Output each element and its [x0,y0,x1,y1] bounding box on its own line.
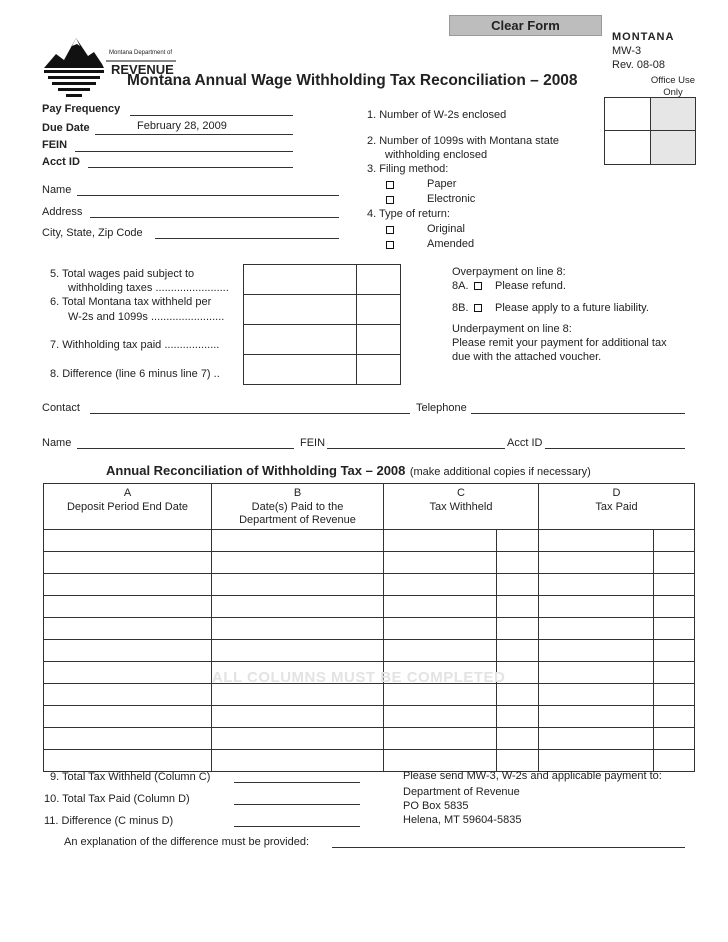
row-d[interactable] [539,750,654,772]
refund-checkbox[interactable] [474,282,482,290]
row-c[interactable] [384,640,497,662]
acct2-label: Acct ID [507,437,543,449]
row-b[interactable] [212,574,384,596]
apply-future-checkbox[interactable] [474,304,482,312]
amounts-grid [243,264,401,385]
col-a-letter: A [123,487,132,499]
name2-field[interactable] [77,448,294,449]
due-date-label: Due Date [42,122,90,134]
contact-field[interactable] [90,413,410,414]
electronic-checkbox[interactable] [386,196,394,204]
row-d-cents[interactable] [654,640,695,662]
fein2-label: FEIN [300,437,326,449]
recon-table [43,483,695,772]
row-a[interactable] [44,728,212,750]
item-2a: 2. Number of 1099s with Montana state [367,135,559,147]
col-b-letter: B [293,487,302,499]
address-field[interactable] [90,217,339,218]
acct-id-label: Acct ID [42,156,80,168]
row-d-cents[interactable] [654,728,695,750]
office-use-line2: Only [663,87,683,98]
row-d-cents[interactable] [654,706,695,728]
row-a[interactable] [44,750,212,772]
row-c-cents[interactable] [497,618,539,640]
overpayment-head: Overpayment on line 8: [452,266,566,278]
explanation-field[interactable] [332,847,685,848]
paper-checkbox[interactable] [386,181,394,189]
due-date-field[interactable] [95,134,293,135]
original-label: Original [427,223,465,235]
item-3: 3. Filing method: [367,163,449,175]
line-8-amount[interactable] [244,355,357,385]
row-c-cents[interactable] [497,640,539,662]
office-shade-1 [651,98,695,130]
line-5-amount[interactable] [244,265,357,295]
line-7-cents[interactable] [357,325,401,355]
row-a[interactable] [44,552,212,574]
col-c-header [384,484,539,530]
row-c[interactable] [384,750,497,772]
row-c[interactable] [384,706,497,728]
row-d[interactable] [539,706,654,728]
row-c-cents[interactable] [497,684,539,706]
row-d-cents[interactable] [654,574,695,596]
row-b[interactable] [212,706,384,728]
paper-label: Paper [427,178,457,190]
line-6-amount[interactable] [244,295,357,325]
refund-label: Please refund. [495,280,566,292]
city-field[interactable] [155,238,339,239]
watermark-text: ALL COLUMNS MUST BE COMPLETED [212,669,506,686]
amended-checkbox[interactable] [386,241,394,249]
col-a-header [44,484,212,530]
contact-label: Contact [42,402,80,414]
form-state: MONTANA [612,31,675,43]
office-shade-2 [651,131,695,164]
row-b[interactable] [212,530,384,552]
row-c-cents[interactable] [497,574,539,596]
name2-label: Name [42,437,72,449]
recon-heading [106,462,591,480]
col-d-letter: D [612,487,621,499]
city-label: City, State, Zip Code [42,227,143,239]
line-8: 8. Difference (line 6 minus line 7) .. [50,368,220,380]
row-d-cents[interactable] [654,530,695,552]
row-c[interactable] [384,530,497,552]
telephone-field[interactable] [471,413,685,414]
total-10-field[interactable] [234,804,360,805]
row-d-cents[interactable] [654,552,695,574]
row-b[interactable] [212,618,384,640]
col-c-title: Tax Withheld [429,501,493,513]
line-6-cents[interactable] [357,295,401,325]
row-d[interactable] [539,552,654,574]
name-label: Name [42,184,72,196]
pay-frequency-field[interactable] [130,115,293,116]
recon-title: Annual Reconciliation of Withholding Tax – 2008 [106,463,406,478]
total-9-field[interactable] [234,782,360,783]
row-c-cents[interactable] [497,596,539,618]
col-b-header [212,484,384,530]
line-5a: 5. Total wages paid subject to [50,268,195,280]
row-c[interactable] [384,728,497,750]
row-d[interactable] [539,618,654,640]
total-11-field[interactable] [234,826,360,827]
agency-big: REVENUE [111,62,174,77]
line-7: 7. Withholding tax paid .................. [50,339,220,351]
row-d-cents[interactable] [654,618,695,640]
telephone-label: Telephone [416,402,467,414]
original-checkbox[interactable] [386,226,394,234]
row-a[interactable] [44,662,212,684]
row-d[interactable] [539,596,654,618]
row-d[interactable] [539,640,654,662]
total-11-label: 11. Difference (C minus D) [44,815,174,827]
col-d-header [539,484,695,530]
col-b-title-2: Department of Revenue [239,514,356,526]
mail-line4: Helena, MT 59604-5835 [403,814,522,826]
mail-line3: PO Box 5835 [403,800,469,812]
row-a[interactable] [44,640,212,662]
row-d[interactable] [539,728,654,750]
agency-small: Montana Department of [109,50,173,56]
row-c[interactable] [384,574,497,596]
recon-body [44,530,695,772]
mail-line1: Please send MW-3, W-2s and applicable payment to: [403,770,662,782]
row-c-cents[interactable] [497,552,539,574]
item-2b: withholding enclosed [385,149,488,161]
row-b[interactable] [212,750,384,772]
line-6b: W-2s and 1099s ........................ [68,311,225,323]
line-5b: withholding taxes ........................ [68,282,229,294]
apply-future-label: Please apply to a future liability. [495,302,649,314]
total-9-label: 9. Total Tax Withheld (Column C) [50,771,211,783]
row-a[interactable] [44,574,212,596]
explanation-label: An explanation of the difference must be provided: [64,836,310,848]
row-a[interactable] [44,684,212,706]
due-date-value: February 28, 2009 [137,120,227,132]
row-c[interactable] [384,596,497,618]
acct-id-field[interactable] [88,167,293,168]
option-8a: 8A. [452,280,469,292]
row-d-cents[interactable] [654,684,695,706]
fein2-field[interactable] [327,448,505,449]
row-d-cents[interactable] [654,596,695,618]
row-d-cents[interactable] [654,662,695,684]
option-8b: 8B. [452,302,469,314]
fein-field[interactable] [75,151,293,152]
electronic-label: Electronic [427,193,476,205]
page-title: Montana Annual Wage Withholding Tax Reconciliation – 2008 [127,72,578,89]
line-6a: 6. Total Montana tax withheld per [50,296,212,308]
pay-frequency-label: Pay Frequency [42,103,121,115]
total-10-label: 10. Total Tax Paid (Column D) [44,793,190,805]
row-b[interactable] [212,728,384,750]
col-a-title: Deposit Period End Date [66,501,189,513]
item-4: 4. Type of return: [367,208,450,220]
row-c[interactable] [384,684,497,706]
col-d-title: Tax Paid [595,501,638,513]
row-d-cents[interactable] [654,750,695,772]
row-c-cents[interactable] [497,530,539,552]
form-revision: Rev. 08-08 [612,59,665,71]
mail-line2: Department of Revenue [403,786,520,798]
row-a[interactable] [44,530,212,552]
row-b[interactable] [212,552,384,574]
office-use-line1: Office Use [650,75,696,86]
row-b[interactable] [212,684,384,706]
row-c-cents[interactable] [497,750,539,772]
fein-label: FEIN [42,139,68,151]
name-field[interactable] [77,195,339,196]
row-a[interactable] [44,706,212,728]
row-d[interactable] [539,684,654,706]
line-8-cents[interactable] [357,355,401,385]
col-c-letter: C [457,487,465,499]
col-b-title-1: Date(s) Paid to the [251,501,344,513]
clear-form-button[interactable] [449,15,602,36]
row-a[interactable] [44,596,212,618]
office-use-label [636,75,710,99]
clear-form-label: Clear Form [491,18,560,33]
row-c[interactable] [384,552,497,574]
row-c-cents[interactable] [497,728,539,750]
item-1: 1. Number of W-2s enclosed [367,109,507,121]
line-7-amount[interactable] [244,325,357,355]
form-number: MW-3 [612,45,642,57]
row-a[interactable] [44,618,212,640]
row-d[interactable] [539,662,654,684]
line-5-cents[interactable] [357,265,401,295]
row-c[interactable] [384,618,497,640]
underpayment-line1: Please remit your payment for additional tax [452,337,667,349]
acct2-field[interactable] [545,448,685,449]
underpayment-head: Underpayment on line 8: [452,323,572,335]
row-b[interactable] [212,596,384,618]
amended-label: Amended [427,238,475,250]
address-label: Address [42,206,83,218]
recon-note: (make additional copies if necessary) [409,466,591,478]
row-d[interactable] [539,574,654,596]
underpayment-line2: due with the attached voucher. [452,351,602,363]
row-b[interactable] [212,640,384,662]
row-c-cents[interactable] [497,706,539,728]
row-d[interactable] [539,530,654,552]
